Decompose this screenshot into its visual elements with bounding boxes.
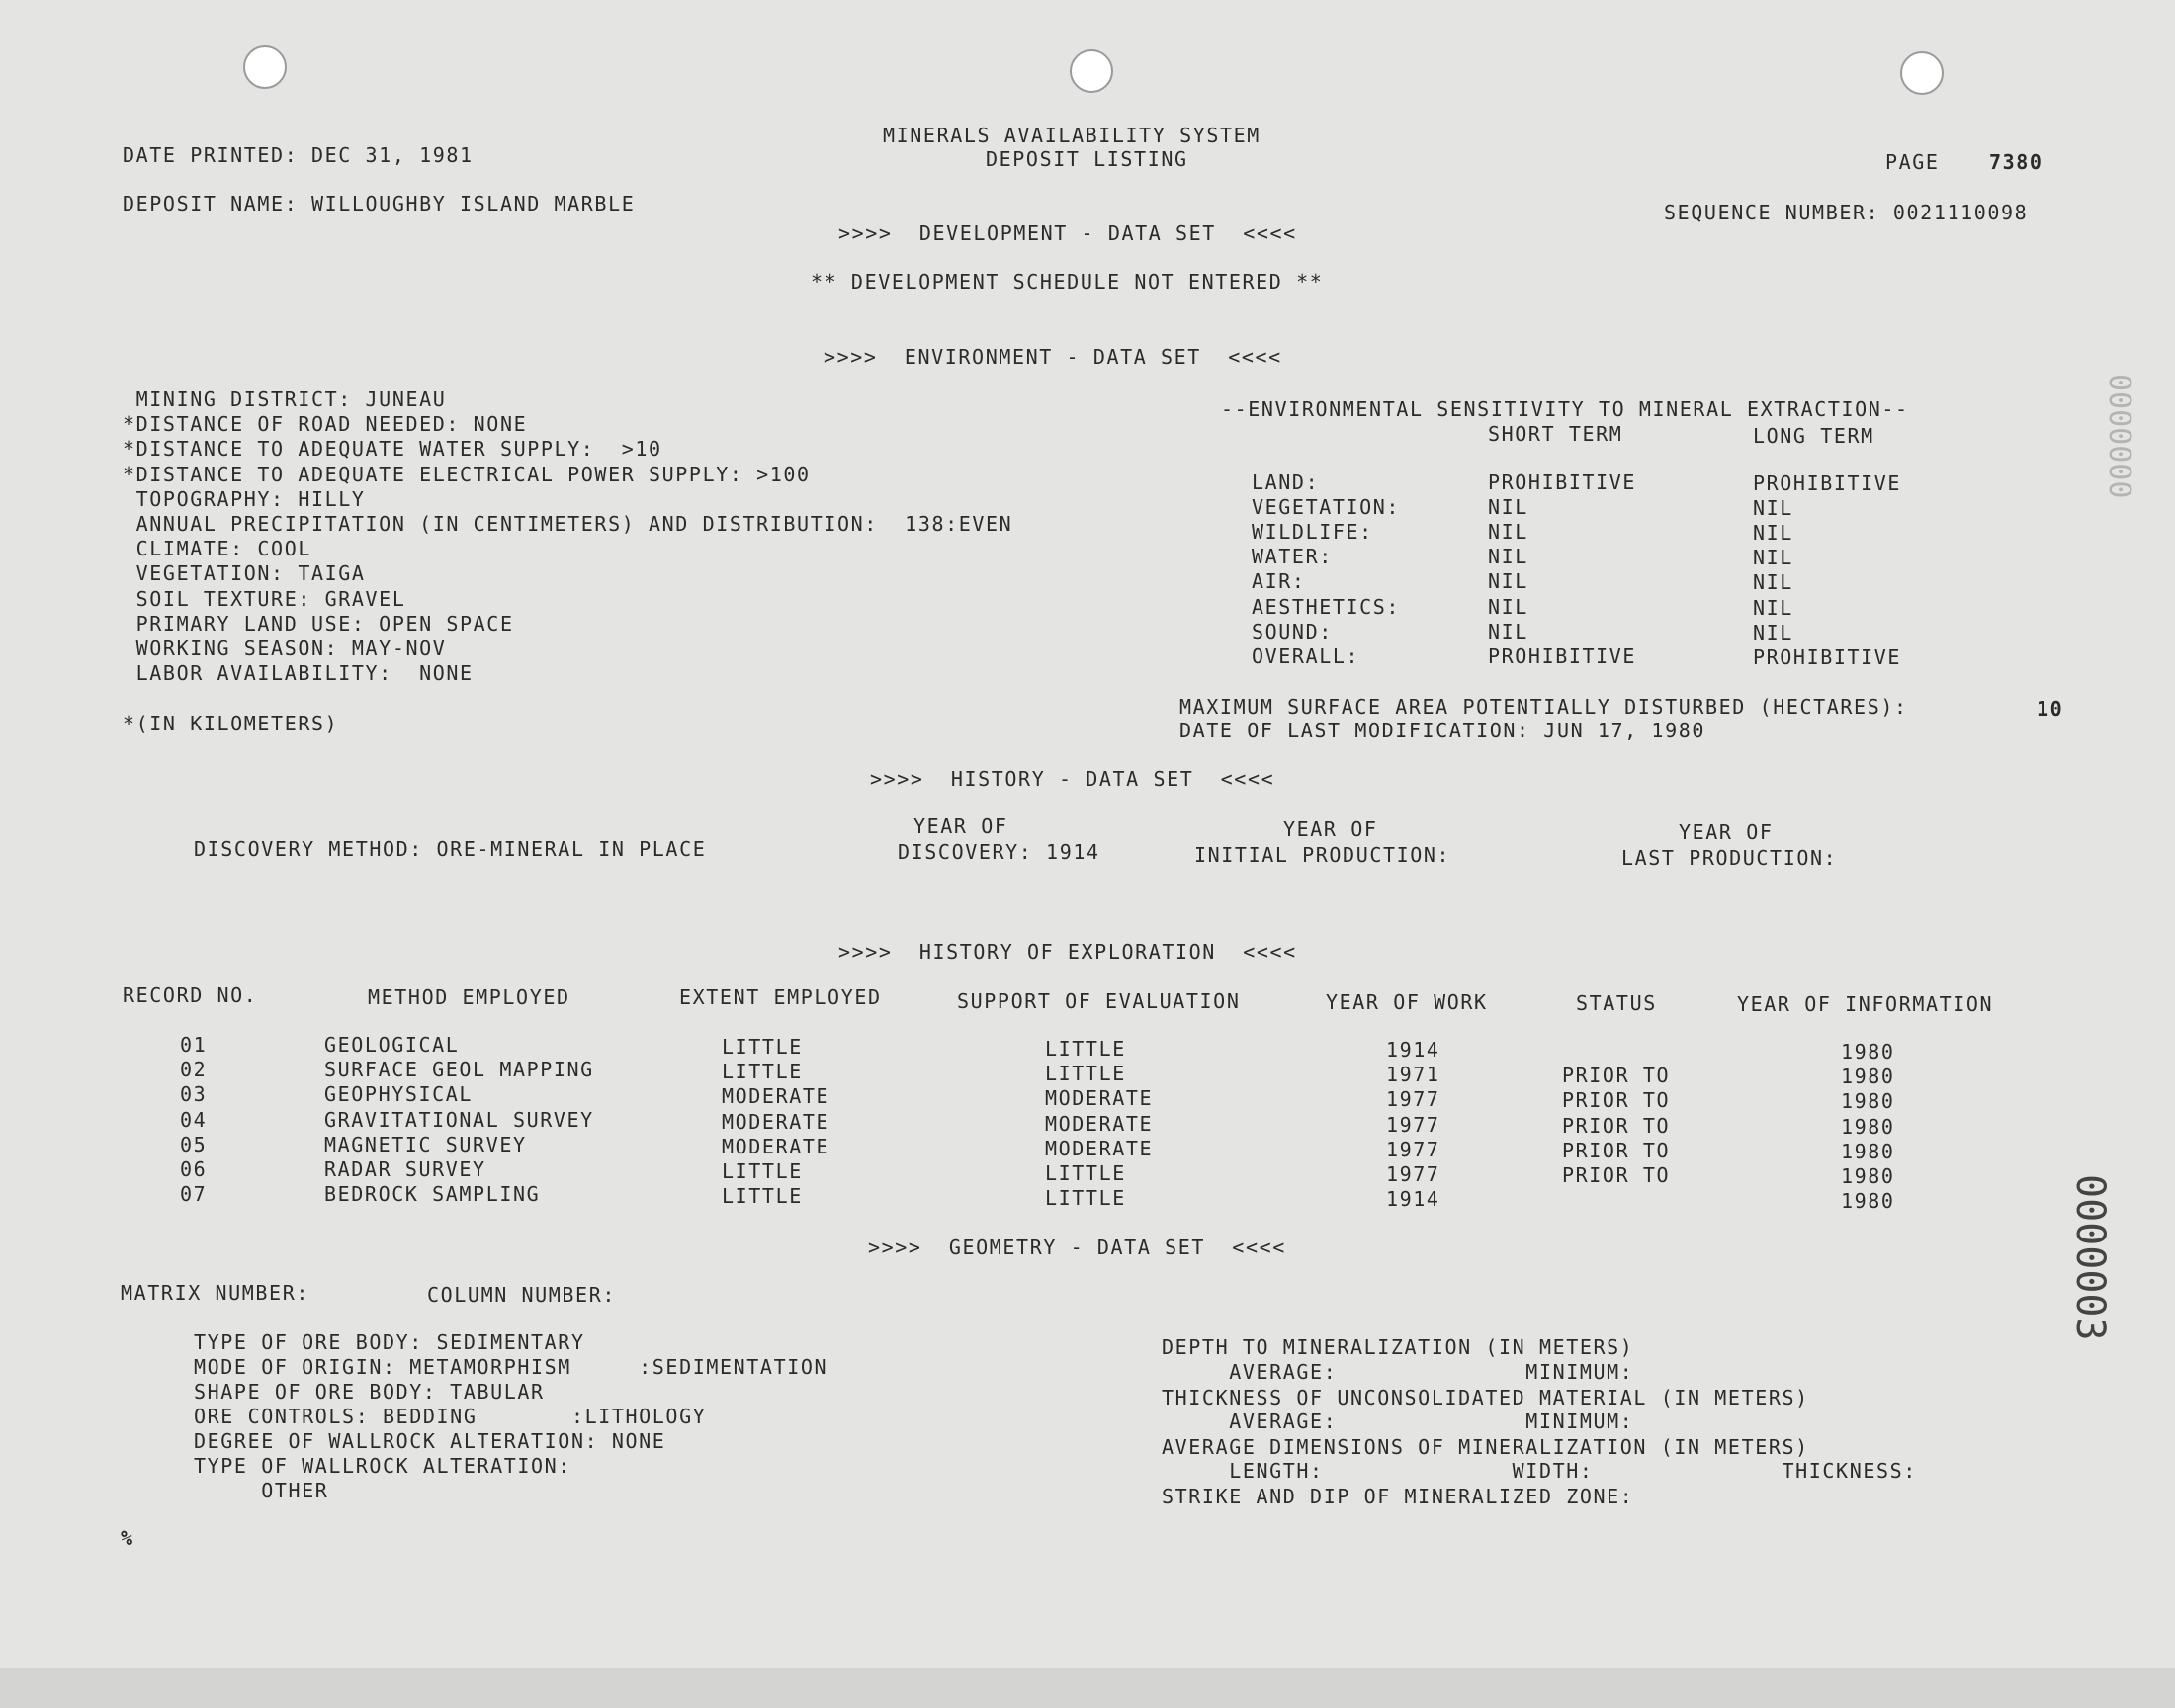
punch-hole-left	[243, 45, 287, 89]
environment-line: MINING DISTRICT: JUNEAU	[123, 387, 447, 411]
exploration-cell-method: MAGNETIC SURVEY	[324, 1132, 527, 1156]
max-area-value: 10	[2037, 697, 2064, 721]
exploration-cell-support: LITTLE	[1045, 1161, 1126, 1185]
listing-title: DEPOSIT LISTING	[986, 147, 1188, 171]
matrix-number: MATRIX NUMBER:	[121, 1281, 309, 1305]
exploration-column-header: YEAR OF INFORMATION	[1737, 992, 1994, 1016]
page-number: 7380	[1989, 150, 2044, 174]
exploration-cell-method: SURFACE GEOL MAPPING	[324, 1058, 594, 1082]
exploration-cell-year: 1977	[1386, 1087, 1440, 1112]
exploration-cell-support: LITTLE	[1045, 1186, 1126, 1211]
sensitivity-label: WILDLIFE:	[1252, 520, 1373, 545]
sensitivity-long-term: NIL	[1753, 496, 1793, 521]
system-title: MINERALS AVAILABILITY SYSTEM	[883, 124, 1261, 147]
discovery-year: DISCOVERY: 1914	[898, 840, 1100, 864]
exploration-cell-extent: MODERATE	[722, 1109, 830, 1134]
exploration-cell-no: 05	[180, 1132, 208, 1156]
sensitivity-label: LAND:	[1252, 470, 1320, 494]
sensitivity-long-term: NIL	[1753, 620, 1793, 644]
exploration-cell-year: 1977	[1386, 1162, 1440, 1186]
sensitivity-long-term: PROHIBITIVE	[1753, 471, 1902, 495]
depth-title: DEPTH TO MINERALIZATION (IN METERS)	[1162, 1335, 1634, 1359]
environment-heading: >>>> ENVIRONMENT - DATA SET <<<<	[824, 345, 1282, 369]
exploration-cell-support: MODERATE	[1045, 1136, 1154, 1160]
microfilm-frame-number-faint: 0000000	[2102, 374, 2136, 499]
microfilm-frame-number: 0000003	[2067, 1174, 2113, 1341]
environment-line: LABOR AVAILABILITY: NONE	[123, 661, 474, 686]
environment-line: *DISTANCE TO ADEQUATE WATER SUPPLY: >10	[123, 437, 662, 462]
exploration-cell-method: RADAR SURVEY	[324, 1157, 486, 1181]
sensitivity-short-term: NIL	[1488, 545, 1528, 569]
short-term-label: SHORT TERM	[1488, 422, 1623, 446]
exploration-column-header: EXTENT EMPLOYED	[679, 985, 882, 1009]
history-heading: >>>> HISTORY - DATA SET <<<<	[870, 767, 1275, 791]
sensitivity-label: SOUND:	[1252, 619, 1333, 643]
sensitivity-label: AIR:	[1252, 569, 1306, 594]
exploration-cell-no: 03	[180, 1082, 208, 1107]
environment-line: *DISTANCE TO ADEQUATE ELECTRICAL POWER SUPPLY: >100	[123, 462, 811, 486]
geometry-line: DEGREE OF WALLROCK ALTERATION: NONE	[194, 1429, 666, 1453]
development-heading: >>>> DEVELOPMENT - DATA SET <<<<	[838, 221, 1297, 245]
sensitivity-long-term: NIL	[1753, 570, 1793, 595]
column-number: COLUMN NUMBER:	[427, 1283, 616, 1307]
exploration-cell-no: 02	[180, 1058, 208, 1082]
sensitivity-label: OVERALL:	[1252, 643, 1360, 668]
sensitivity-title: --ENVIRONMENTAL SENSITIVITY TO MINERAL EXTRACTION--	[1221, 397, 1909, 421]
deposit-name: DEPOSIT NAME: WILLOUGHBY ISLAND MARBLE	[123, 192, 636, 215]
exploration-column-header: METHOD EMPLOYED	[368, 985, 570, 1009]
exploration-cell-year: 1977	[1386, 1137, 1440, 1161]
development-note: ** DEVELOPMENT SCHEDULE NOT ENTERED **	[811, 270, 1324, 294]
thickness-title: THICKNESS OF UNCONSOLIDATED MATERIAL (IN METERS)	[1162, 1386, 1809, 1409]
geometry-line: TYPE OF ORE BODY: SEDIMENTARY	[194, 1330, 585, 1354]
geometry-heading: >>>> GEOMETRY - DATA SET <<<<	[868, 1236, 1286, 1259]
sequence-number: SEQUENCE NUMBER: 0021110098	[1664, 201, 2029, 224]
environment-line: VEGETATION: TAIGA	[123, 561, 366, 586]
depth-values: AVERAGE: MINIMUM:	[1162, 1360, 1634, 1384]
exploration-cell-status: PRIOR TO	[1562, 1064, 1671, 1088]
environment-line: TOPOGRAPHY: HILLY	[123, 486, 366, 511]
discovery-method: DISCOVERY METHOD: ORE-MINERAL IN PLACE	[194, 837, 707, 861]
long-term-label: LONG TERM	[1753, 424, 1874, 448]
geometry-line: ORE CONTROLS: BEDDING :LITHOLOGY	[194, 1405, 707, 1428]
exploration-cell-method: GEOPHYSICAL	[324, 1082, 474, 1107]
sensitivity-short-term: NIL	[1488, 520, 1528, 545]
dimensions-title: AVERAGE DIMENSIONS OF MINERALIZATION (IN METERS)	[1162, 1435, 1809, 1459]
exploration-cell-no: 04	[180, 1107, 208, 1132]
exploration-cell-status: PRIOR TO	[1562, 1113, 1671, 1138]
exploration-cell-support: MODERATE	[1045, 1111, 1154, 1136]
last-modified: DATE OF LAST MODIFICATION: JUN 17, 1980	[1179, 719, 1705, 742]
exploration-cell-info: 1980	[1841, 1139, 1895, 1163]
exploration-cell-year: 1914	[1386, 1187, 1440, 1212]
sensitivity-label: AESTHETICS:	[1252, 594, 1401, 619]
geometry-line: OTHER	[194, 1479, 329, 1502]
exploration-cell-method: BEDROCK SAMPLING	[324, 1182, 541, 1207]
environment-line: WORKING SEASON: MAY-NOV	[123, 637, 447, 660]
environment-line: PRIMARY LAND USE: OPEN SPACE	[123, 611, 514, 636]
initial-production: INITIAL PRODUCTION:	[1194, 843, 1451, 867]
exploration-cell-method: GRAVITATIONAL SURVEY	[324, 1107, 594, 1132]
last-production-year-label: YEAR OF	[1679, 820, 1774, 844]
exploration-cell-info: 1980	[1841, 1164, 1895, 1188]
sensitivity-short-term: PROHIBITIVE	[1488, 643, 1637, 668]
last-production: LAST PRODUCTION:	[1621, 846, 1838, 870]
exploration-cell-info: 1980	[1841, 1089, 1895, 1114]
exploration-cell-support: LITTLE	[1045, 1062, 1126, 1086]
initial-production-year-label: YEAR OF	[1283, 817, 1378, 841]
punch-hole-right	[1900, 51, 1944, 95]
exploration-cell-info: 1980	[1841, 1189, 1895, 1214]
dimensions-values: LENGTH: WIDTH: THICKNESS:	[1162, 1459, 1917, 1483]
sensitivity-long-term: NIL	[1753, 521, 1793, 546]
page-bottom-edge	[0, 1668, 2175, 1708]
exploration-cell-no: 06	[180, 1157, 208, 1181]
sensitivity-short-term: PROHIBITIVE	[1488, 470, 1637, 494]
sensitivity-short-term: NIL	[1488, 495, 1528, 520]
exploration-cell-extent: LITTLE	[722, 1184, 803, 1209]
environment-line: ANNUAL PRECIPITATION (IN CENTIMETERS) AND DISTRIBUTION: 138:EVEN	[123, 512, 1013, 536]
exploration-cell-method: GEOLOGICAL	[324, 1033, 460, 1057]
sensitivity-long-term: NIL	[1753, 546, 1793, 570]
exploration-column-header: YEAR OF WORK	[1326, 990, 1488, 1014]
thickness-values: AVERAGE: MINIMUM:	[1162, 1409, 1634, 1433]
exploration-cell-extent: LITTLE	[722, 1035, 803, 1059]
exploration-cell-support: MODERATE	[1045, 1086, 1154, 1111]
exploration-column-header: SUPPORT OF EVALUATION	[957, 989, 1241, 1013]
exploration-cell-no: 01	[180, 1033, 208, 1057]
exploration-column-header: RECORD NO.	[123, 983, 258, 1007]
geometry-line: MODE OF ORIGIN: METAMORPHISM :SEDIMENTATION	[194, 1355, 828, 1379]
sensitivity-short-term: NIL	[1488, 569, 1528, 594]
exploration-cell-support: LITTLE	[1045, 1037, 1126, 1061]
geometry-line: SHAPE OF ORE BODY: TABULAR	[194, 1380, 545, 1404]
sensitivity-label: VEGETATION:	[1252, 495, 1401, 520]
exploration-cell-year: 1977	[1386, 1112, 1440, 1137]
exploration-cell-extent: LITTLE	[722, 1159, 803, 1183]
exploration-cell-extent: MODERATE	[722, 1134, 830, 1158]
exploration-cell-info: 1980	[1841, 1065, 1895, 1089]
environment-line: CLIMATE: COOL	[123, 537, 311, 561]
exploration-cell-extent: LITTLE	[722, 1060, 803, 1084]
date-printed: DATE PRINTED: DEC 31, 1981	[123, 143, 474, 167]
max-area-label: MAXIMUM SURFACE AREA POTENTIALLY DISTURBED (HECTARES):	[1179, 695, 1908, 719]
sensitivity-long-term: NIL	[1753, 595, 1793, 620]
environment-line: SOIL TEXTURE: GRAVEL	[123, 586, 406, 611]
exploration-heading: >>>> HISTORY OF EXPLORATION <<<<	[838, 940, 1297, 964]
discovery-year-label: YEAR OF	[914, 814, 1008, 838]
exploration-column-header: STATUS	[1576, 991, 1657, 1015]
page-label: PAGE	[1885, 150, 1940, 174]
sensitivity-long-term: PROHIBITIVE	[1753, 644, 1902, 669]
exploration-cell-no: 07	[180, 1182, 208, 1207]
exploration-cell-status: PRIOR TO	[1562, 1163, 1671, 1187]
sensitivity-short-term: NIL	[1488, 594, 1528, 619]
strike-dip: STRIKE AND DIP OF MINERALIZED ZONE:	[1162, 1485, 1634, 1508]
exploration-cell-status: PRIOR TO	[1562, 1088, 1671, 1113]
environment-footnote: *(IN KILOMETERS)	[123, 712, 339, 735]
exploration-cell-info: 1980	[1841, 1040, 1895, 1064]
exploration-cell-extent: MODERATE	[722, 1084, 830, 1109]
sensitivity-short-term: NIL	[1488, 619, 1528, 643]
geometry-line: TYPE OF WALLROCK ALTERATION:	[194, 1454, 571, 1478]
environment-line: *DISTANCE OF ROAD NEEDED: NONE	[123, 412, 528, 437]
punch-hole-center	[1070, 49, 1113, 93]
exploration-cell-info: 1980	[1841, 1114, 1895, 1139]
sensitivity-label: WATER:	[1252, 545, 1333, 569]
exploration-cell-status: PRIOR TO	[1562, 1138, 1671, 1162]
exploration-cell-year: 1971	[1386, 1063, 1440, 1087]
footer-mark: %	[121, 1526, 134, 1550]
exploration-cell-year: 1914	[1386, 1038, 1440, 1062]
